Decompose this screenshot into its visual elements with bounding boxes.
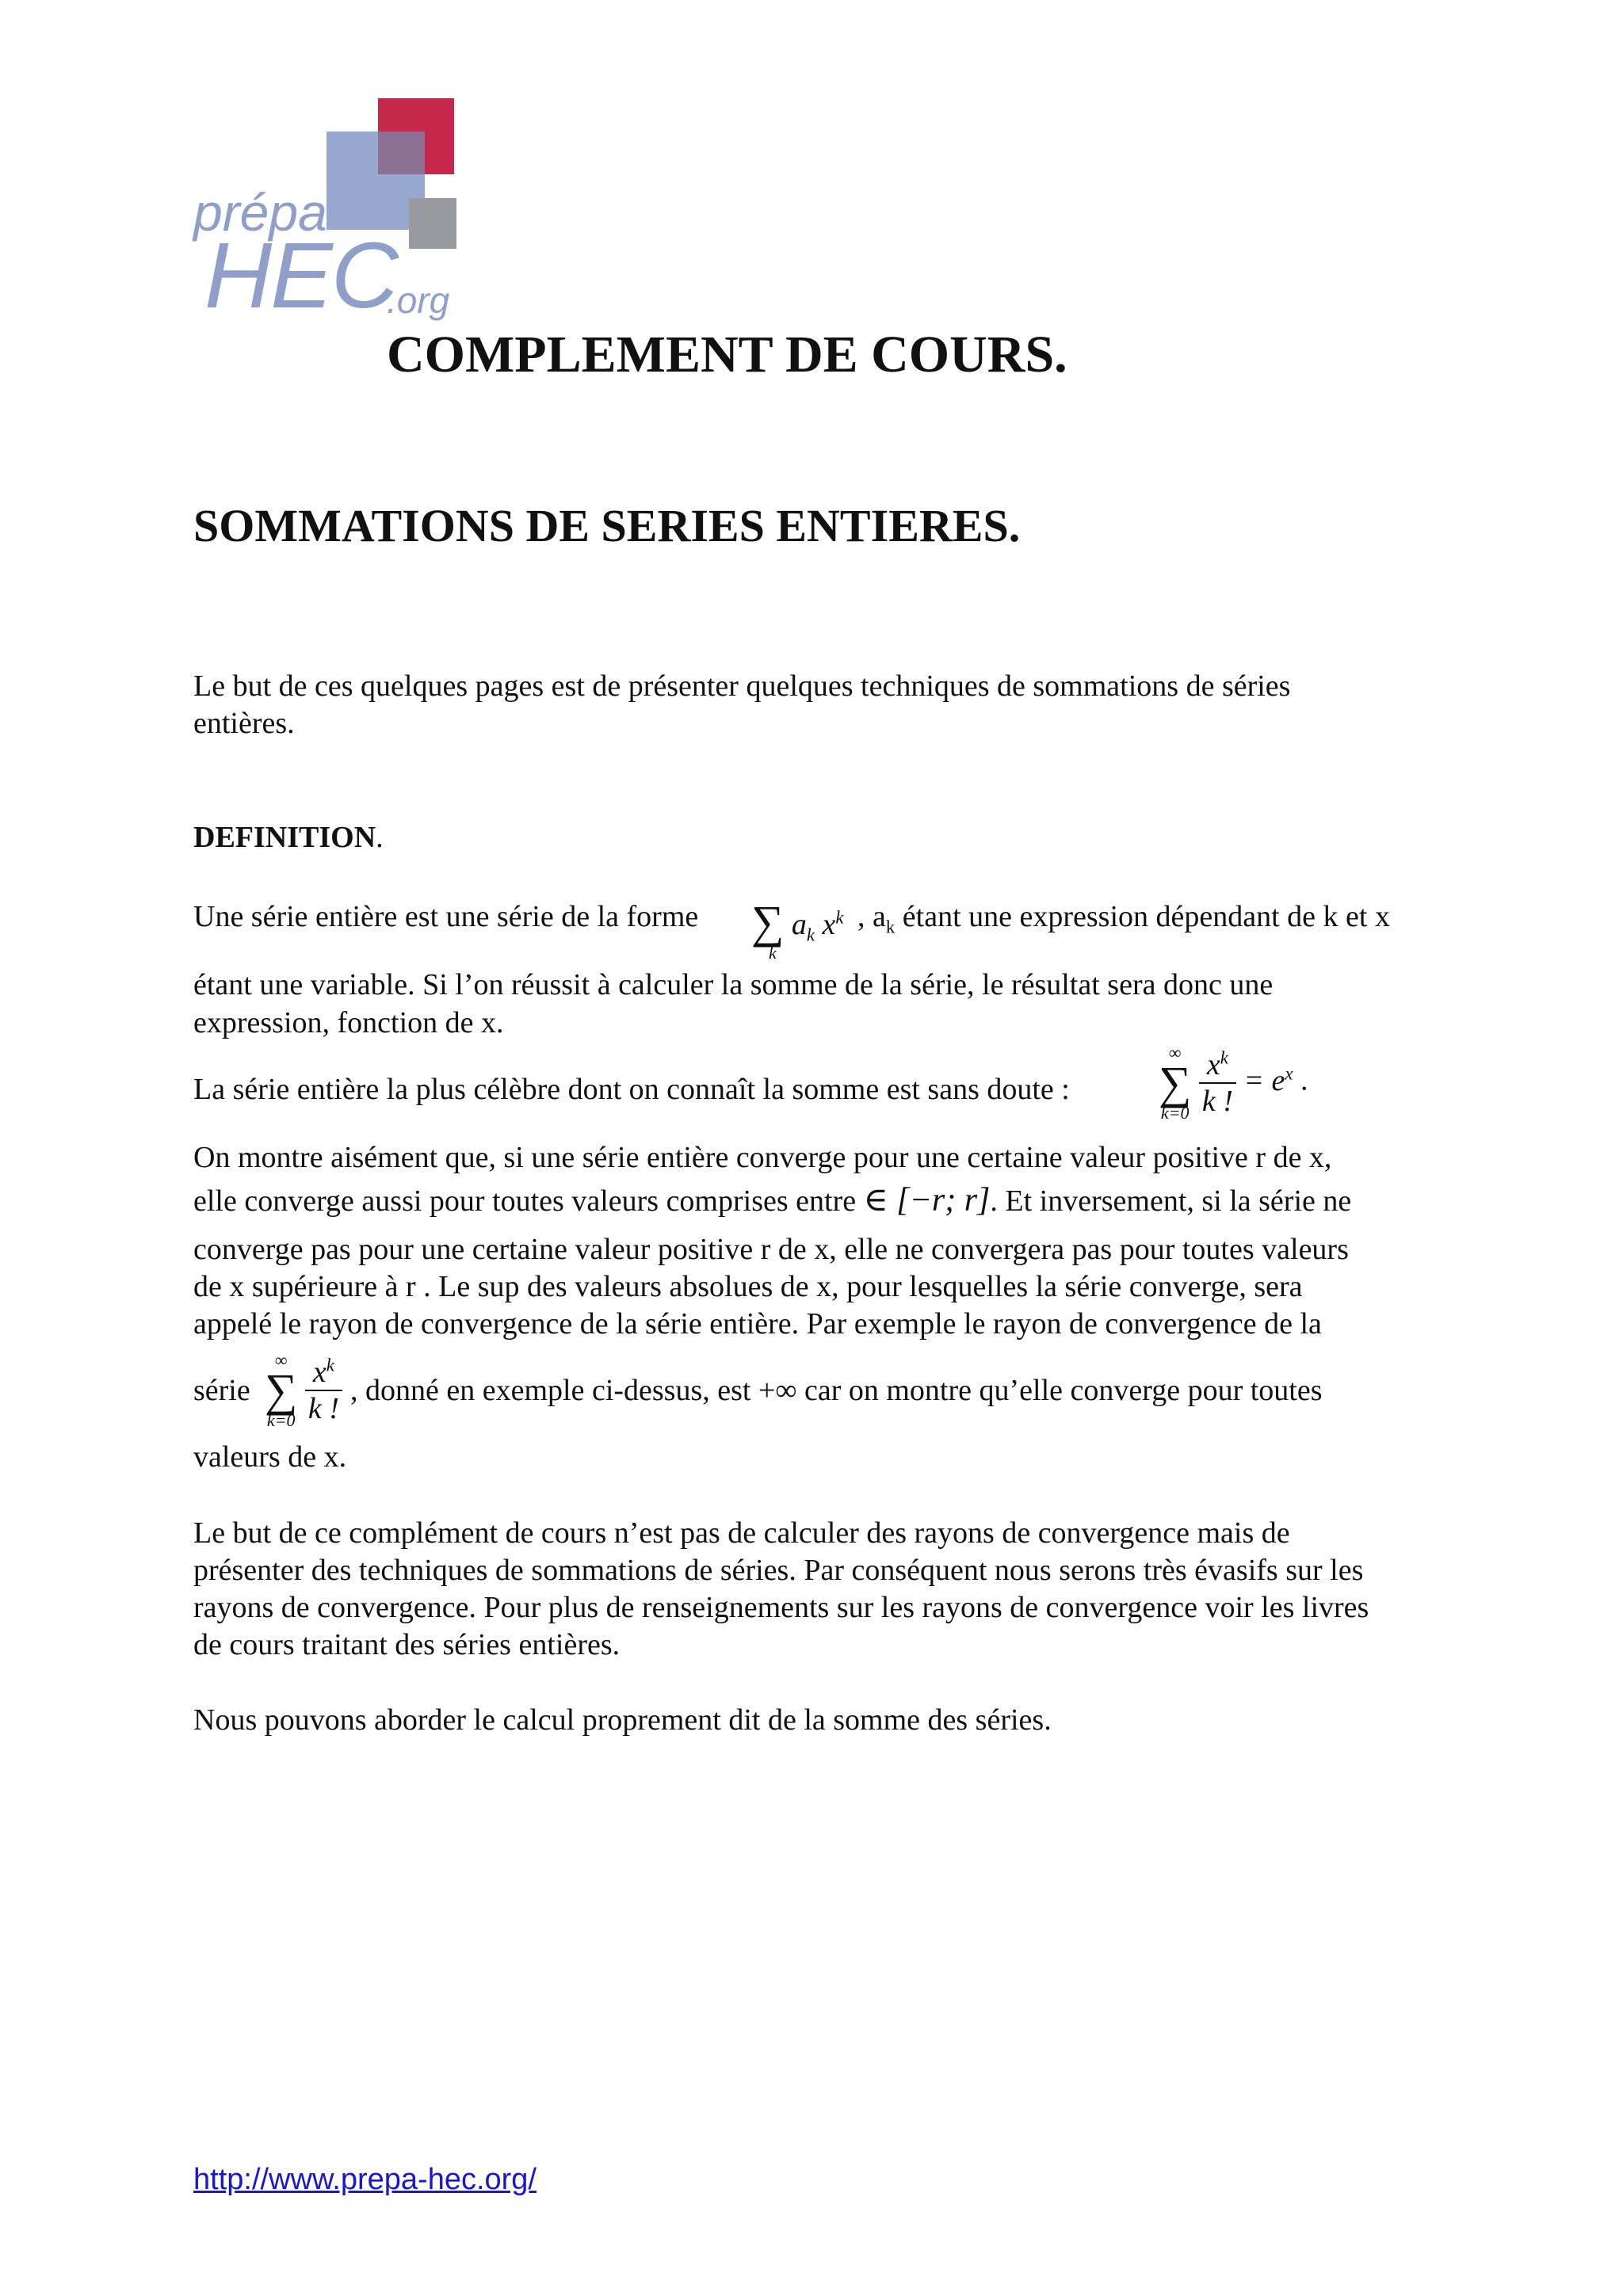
convergence-line-6-rest: , donné en exemple ci-dessus, est +∞ car on montre qu’elle converge pour toutes	[350, 1374, 1323, 1407]
page-title: COMPLEMENT DE COURS.	[387, 326, 1067, 383]
logo-text-hec: HEC	[204, 223, 398, 328]
closing-sentence: Nous pouvons aborder le calcul proprement dit de la somme des séries.	[193, 1703, 1052, 1737]
footer-url-link[interactable]: http://www.prepa-hec.org/	[193, 2163, 537, 2196]
complement-line-2: présenter des techniques de sommations de séries. Par conséquent nous serons très évasifs sur les	[193, 1554, 1364, 1587]
intro-line-2: entières.	[193, 707, 295, 740]
convergence-line-7: valeurs de x.	[193, 1440, 347, 1474]
logo-text-prepa: prépa	[193, 183, 327, 242]
formula-series-example	[265, 1352, 342, 1429]
definition-line-1	[193, 898, 698, 936]
formula-equals-ex: = $e^x$	[1243, 1063, 1293, 1097]
convergence-line-5: appelé le rayon de convergence de la série entière. Par exemple le rayon de convergence de la	[193, 1307, 1322, 1341]
formula-period: .	[1300, 1063, 1308, 1097]
definition-heading-text: DEFINITION	[193, 821, 376, 854]
intro-line-1: Le but de ces quelques pages est de présenter quelques techniques de sommations de séries	[193, 669, 1291, 703]
section-title: SOMMATIONS DE SERIES ENTIERES.	[193, 500, 1021, 551]
fraction-xk-over-kfact-2: $\frac{x^k}{k !}$	[305, 1355, 342, 1426]
convergence-line-3: converge pas pour une certaine valeur positive r de x, elle ne convergera pas pour toutes valeurs	[193, 1233, 1349, 1266]
convergence-line-2: elle converge aussi pour toutes valeurs comprises entre ∈ [−r; r]. Et inversement, si la série ne	[193, 1182, 1352, 1219]
logo-overlap-square	[378, 132, 425, 174]
definition-line-3: expression, fonction de x.	[193, 1006, 504, 1039]
prepa-hec-logo	[193, 98, 463, 328]
logo-gray-square	[409, 198, 456, 249]
convergence-line-4: de x supérieure à r . Le sup des valeurs absolues de x, pour lesquelles la série converge, sera	[193, 1270, 1303, 1303]
formula-ak: $a_k$	[791, 908, 815, 945]
fraction-xk-over-kfact: $\frac{x^k}{k !}$	[1199, 1047, 1236, 1119]
formula-xk: $x^k$	[822, 907, 844, 941]
complement-line-3: rayons de convergence. Pour plus de renseignements sur les rayons de convergence voir les livres	[193, 1591, 1369, 1624]
formula-interval: ∈ [−r; r]	[863, 1182, 991, 1219]
definition-line-1-text: Une série entière est une série de la forme	[193, 900, 699, 933]
formula-sum-ak-xk	[751, 892, 844, 963]
footer	[193, 2163, 537, 2197]
convergence-line-1: On montre aisément que, si une série entière converge pour une certaine valeur positive r de x,	[193, 1141, 1332, 1174]
sigma-limits: ∞ ∑ k=0	[1159, 1043, 1192, 1123]
exponential-intro: La série entière la plus célèbre dont on connaît la somme est sans doute :	[193, 1073, 1070, 1106]
definition-line-2: étant une variable. Si l’on réussit à calculer la somme de la série, le résultat sera donc une	[193, 968, 1274, 1001]
convergence-line-6: série	[193, 1374, 250, 1407]
complement-line-4: de cours traitant des séries entières.	[193, 1628, 621, 1661]
complement-line-1: Le but de ce complément de cours n’est pas de calculer des rayons de convergence mais de	[193, 1516, 1290, 1550]
sum-index: k	[769, 943, 777, 963]
sigma-limits-2: ∞ ∑ k=0	[265, 1350, 298, 1430]
definition-heading-punct: .	[376, 821, 384, 854]
definition-line-1-rest: , $a_k$ étant une expression dépendant de k et x	[857, 900, 1390, 937]
logo-text-org: .org	[387, 280, 450, 321]
formula-exponential-series	[1159, 1044, 1308, 1122]
definition-heading	[193, 819, 384, 856]
sigma-symbol: ∑	[751, 896, 785, 948]
